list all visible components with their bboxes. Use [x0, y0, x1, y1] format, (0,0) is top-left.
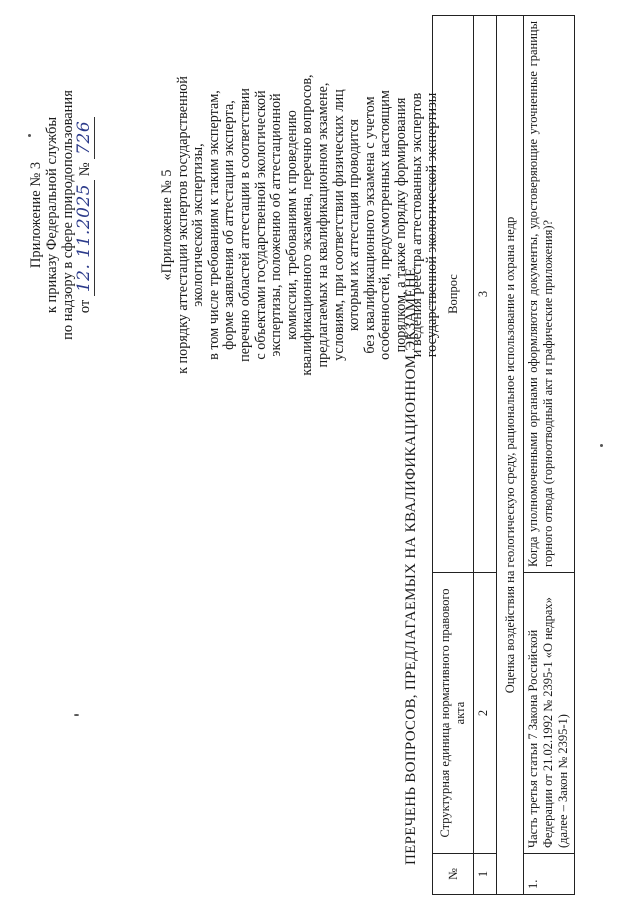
header-number: №	[433, 854, 474, 895]
date-prefix: от	[77, 299, 93, 314]
appendix-title: Приложение № 3	[28, 161, 44, 269]
annex5-line: без квалификационного экзамена с учетом	[361, 96, 378, 354]
handwritten-date: 12. 11.2025	[74, 180, 95, 296]
annex5-line: в том числе требованиям к таким экспертам,	[205, 90, 222, 360]
column-number: 3	[474, 16, 497, 573]
section-heading: Оценка воздействия на геологическую среду, рациональное использование и охрана недр	[497, 16, 524, 895]
section-row	[497, 16, 524, 895]
row-number: 1.	[524, 854, 575, 895]
annex5-line: перечню областей аттестации в соответствии	[236, 88, 253, 362]
appendix-header	[28, 45, 93, 385]
annex5-line: которым их аттестация проводится	[346, 119, 363, 331]
table-header-row	[433, 16, 474, 895]
scan-speck	[74, 714, 79, 716]
appendix-order-line: к приказу Федеральной службы	[44, 116, 60, 314]
annex5-line: к порядку аттестации экспертов государственной	[174, 76, 191, 374]
annex5-line: особенностей, предусмотренных настоящим	[377, 90, 394, 360]
annex5-line: экологической экспертизы,	[190, 143, 207, 307]
annex5-line: государственной экологической экспертизы	[424, 92, 441, 358]
column-number: 1	[474, 854, 497, 895]
handwritten-number: 726	[74, 117, 95, 159]
header-unit: Структурная единица нормативного правового акта	[433, 573, 474, 854]
annex5-line: порядком, а также порядку формирования	[392, 97, 409, 353]
annex5-line: условиям, при соответствии физических лиц	[330, 89, 347, 361]
annex5-line: «Приложение № 5	[159, 169, 175, 281]
column-number-row	[474, 16, 497, 895]
document-title: ПЕРЕЧЕНЬ ВОПРОСОВ, ПРЕДЛАГАЕМЫХ НА КВАЛИФИКАЦИОННОМ ЭКЗАМЕНЕ	[403, 267, 419, 865]
annex5-line: с объектами государственной экологической	[252, 90, 269, 360]
header-question: Вопрос	[433, 16, 474, 573]
annex5-line: квалификационного экзамена, перечню вопросов,	[299, 74, 316, 376]
annex5-line: форме заявления об аттестации эксперта,	[221, 100, 238, 350]
table-row	[524, 16, 575, 895]
column-number: 2	[474, 573, 497, 854]
appendix-agency-line: по надзору в сфере природопользования	[60, 90, 76, 340]
questions-table	[432, 15, 575, 895]
scan-speck	[28, 134, 31, 137]
annex5-line: комиссии, требованиям к проведению	[283, 110, 300, 340]
number-label: №	[77, 162, 93, 177]
row-unit: Часть третья статьи 7 Закона Российской Федерации от 21.02.1992 № 2395-1 «О недрах» (далее – Закон № 2395-1)	[524, 573, 575, 854]
annex5-block	[160, 10, 441, 440]
scan-speck	[600, 444, 603, 447]
row-question: Когда уполномоченными органами оформляются документы, удостоверяющие уточненные границы горного отвода (горноотводный акт и графические приложения)?	[524, 16, 575, 573]
annex5-line: предлагаемых на квалификационном экзамене,	[314, 82, 331, 368]
appendix-date-line	[76, 45, 93, 385]
annex5-line: экспертизы, положению об аттестационной	[268, 93, 285, 357]
annex5-line: и ведения реестра аттестованных экспертов	[408, 92, 425, 358]
